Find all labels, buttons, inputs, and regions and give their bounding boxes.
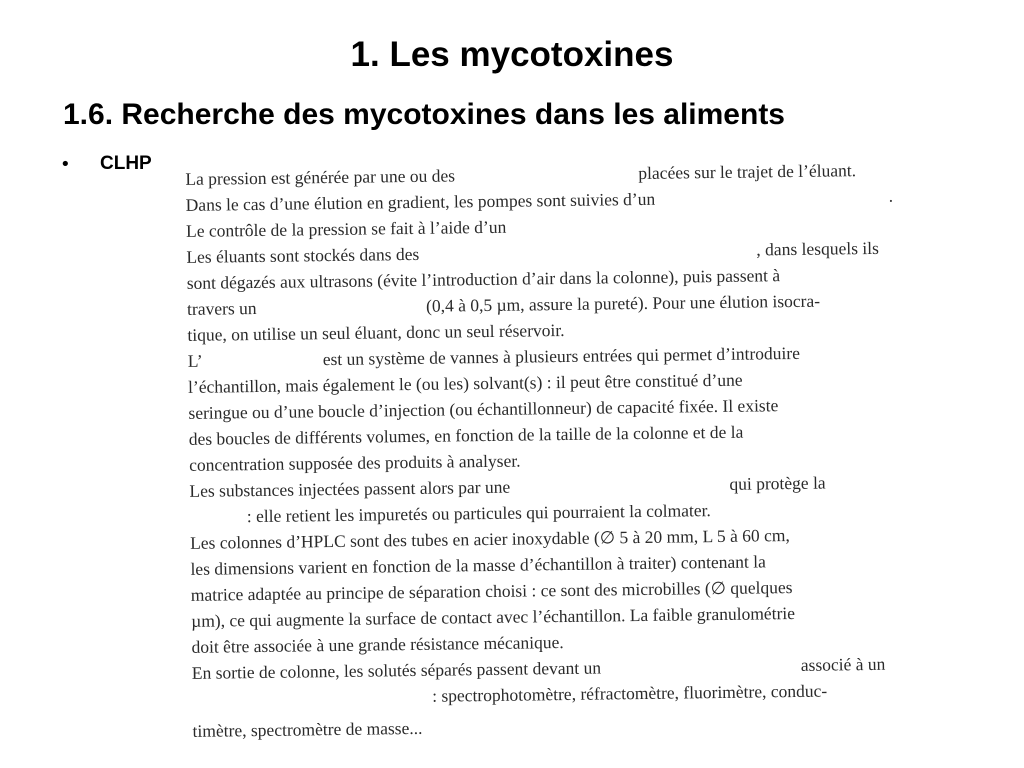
slide-subtitle: 1.6. Recherche des mycotoxines dans les aliments xyxy=(63,98,785,131)
scan-text: Les colonnes d’HPLC sont des tubes en acier inoxydable (∅ 5 à 20 mm, L 5 à 60 cm, xyxy=(190,525,790,553)
scan-text: associé à un xyxy=(800,653,886,675)
scan-text: Dans le cas d’une élution en gradient, les pompes sont suivies d’un xyxy=(185,188,656,215)
scan-text: L’ xyxy=(187,350,203,371)
scan-text: Le contrôle de la pression se fait à l’aide d’un xyxy=(185,216,507,241)
scan-text: , dans lesquels ils xyxy=(756,237,879,260)
scan-line xyxy=(187,709,902,744)
scan-text: les dimensions varient en fonction de la masse d’échantillon à traiter) contenant la xyxy=(190,551,766,579)
scan-text: placées sur le trajet de l’éluant. xyxy=(638,160,857,184)
bullet-label: CLHP xyxy=(100,153,152,174)
scan-text: Les substances injectées passent alors par une xyxy=(189,476,511,501)
bullet-icon: • xyxy=(60,153,71,175)
scan-text: Les éluants sont stockés dans des xyxy=(186,243,420,267)
scan-text: qui protège la xyxy=(729,472,826,494)
scan-text: timètre, spectromètre de masse... xyxy=(192,717,423,741)
slide-title: 1. Les mycotoxines xyxy=(350,35,674,74)
scan-text: concentration supposée des produits à analyser. xyxy=(188,450,521,475)
scan-text: tique, on utilise un seul éluant, donc un seul réservoir. xyxy=(187,319,565,345)
scan-text: seringue ou d’une boucle d’injection (ou échantillonneur) de capacité fixée. Il existe xyxy=(188,395,779,423)
bullet-item xyxy=(60,150,152,178)
scan-text: doit être associée à une grande résistance mécanique. xyxy=(191,632,564,657)
scan-text: µm), ce qui augmente la surface de contact avec l’échantillon. La faible granulométrie xyxy=(191,602,796,631)
scan-text: des boucles de différents volumes, en fonction de la taille de la colonne et de la xyxy=(188,421,744,449)
scan-text: matrice adaptée au principe de séparation choisi : ce sont des microbilles (∅ quelques xyxy=(190,577,793,605)
scan-text: travers un xyxy=(186,298,257,319)
scan-text: l’échantillon, mais également le (ou les) solvant(s) : il peut être constitué d’une xyxy=(187,369,743,397)
scan-text: sont dégazés aux ultrasons (évite l’introduction d’air dans la colonne), puis passent à xyxy=(186,265,781,293)
scan-text: . xyxy=(888,185,894,206)
scan-text: est un système de vannes à plusieurs entrées qui permet d’introduire xyxy=(322,342,801,370)
scanned-text-image xyxy=(180,140,928,750)
scan-text: (0,4 à 0,5 µm, assure la pureté). Pour une élution isocra- xyxy=(425,290,821,316)
scan-text: : spectrophotomètre, réfractomètre, fluorimètre, conduc- xyxy=(432,680,828,706)
scan-text: La pression est générée par une ou des xyxy=(185,165,456,189)
scan-text: En sortie de colonne, les solutés séparés passent devant un xyxy=(191,657,602,683)
scan-text: : elle retient les impuretés ou particules qui pourraient la colmater. xyxy=(246,500,711,527)
